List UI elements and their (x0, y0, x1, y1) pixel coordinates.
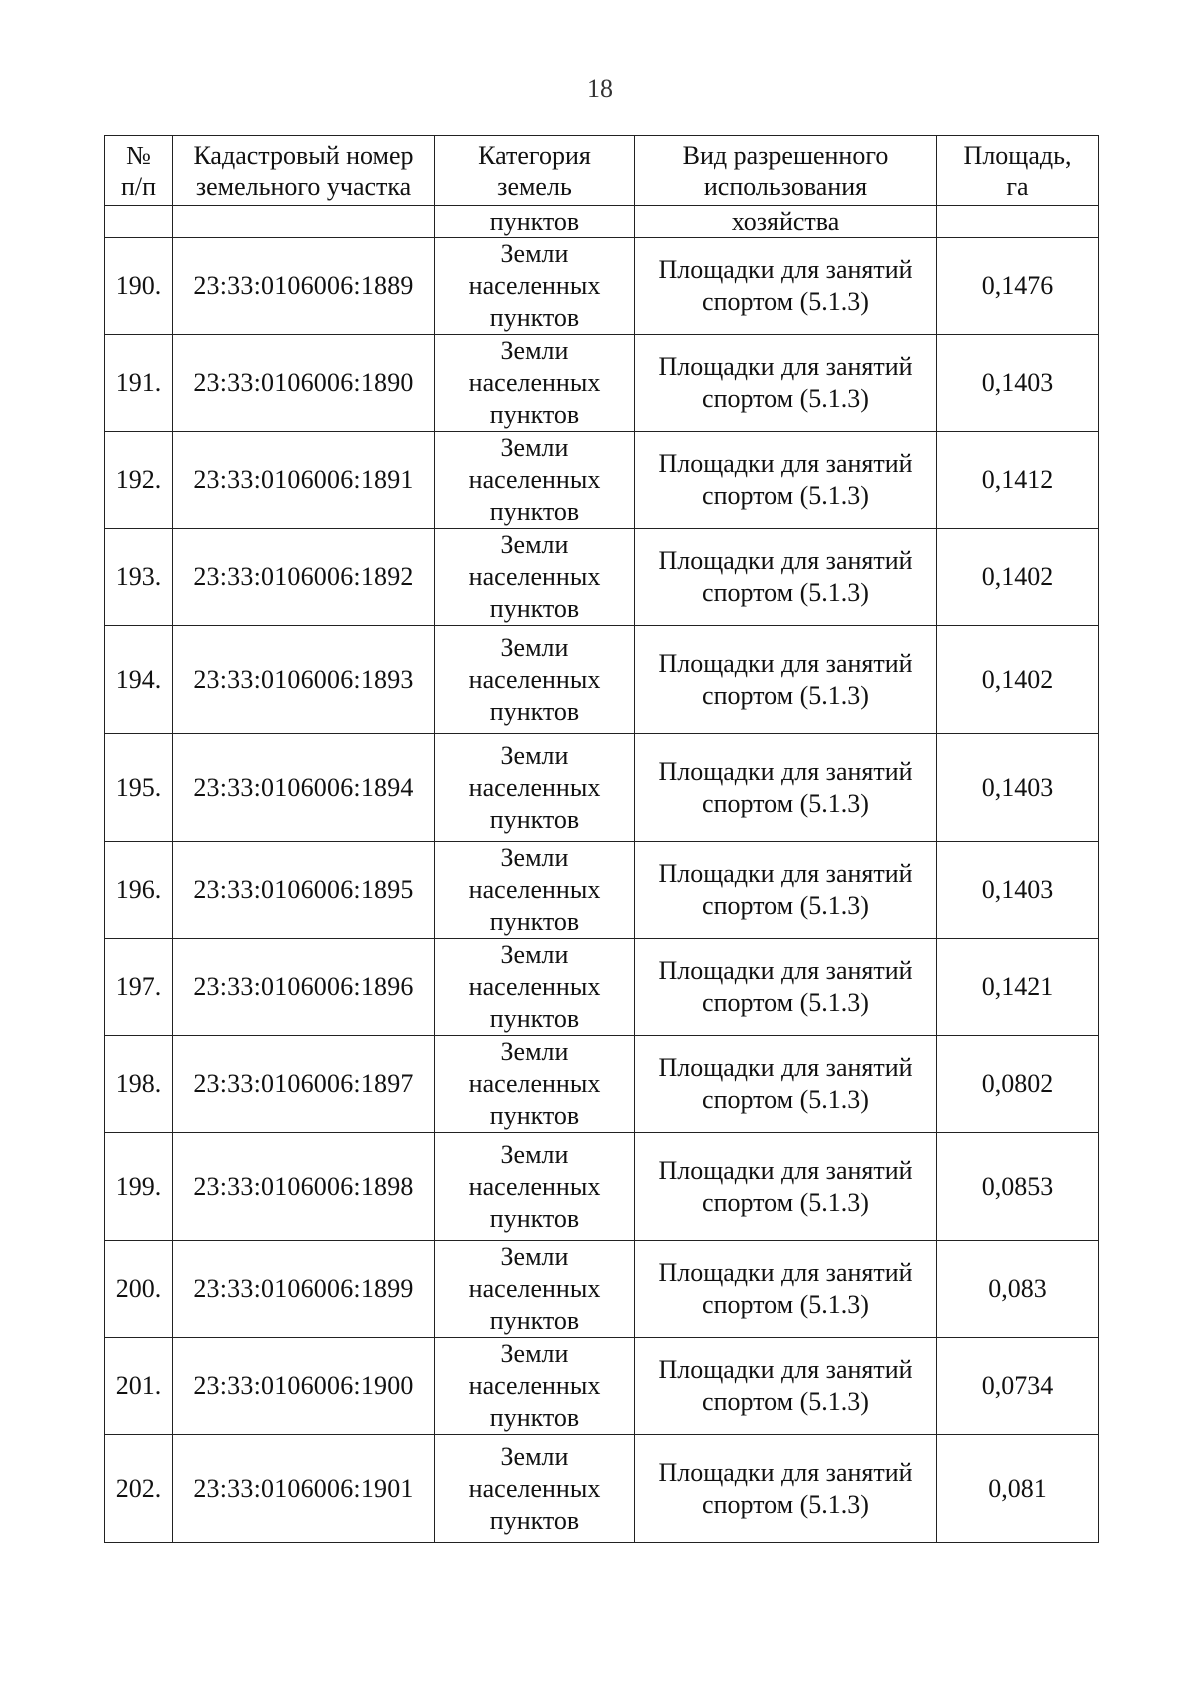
land-category-line: населенных (468, 368, 601, 397)
area-value: 0,1402 (937, 626, 1099, 734)
area-value: 0,1403 (937, 734, 1099, 842)
area-value: 0,1476 (937, 238, 1099, 335)
land-category-line: пунктов (489, 1505, 580, 1535)
row-number: 193. (105, 529, 173, 626)
row-number: 195. (105, 734, 173, 842)
land-category-line: пунктов (489, 804, 580, 834)
row-number: 197. (105, 939, 173, 1036)
permitted-use-line: Площадки для занятий (658, 1355, 913, 1384)
land-category-line: Земли (500, 336, 569, 365)
row-number: 190. (105, 238, 173, 335)
cadastral-number: 23:33:0106006:1895 (173, 842, 435, 939)
land-category-line: пунктов (489, 907, 580, 936)
table-row (105, 238, 1099, 335)
row-number: 196. (105, 842, 173, 939)
header-cadastral: Кадастровый номер земельного участка (173, 136, 435, 206)
header-area: Площадь, га (937, 136, 1099, 206)
land-category-line: Земли (500, 632, 569, 662)
permitted-use-line: Площадки для занятий (658, 255, 913, 284)
land-category-line: пунктов (489, 594, 580, 623)
land-category-line: пунктов (489, 303, 580, 332)
permitted-use-line: Площадки для занятий (658, 546, 913, 575)
table-row (105, 1036, 1099, 1133)
table-row (105, 1241, 1099, 1338)
land-category (435, 842, 635, 939)
permitted-use-line: спортом (5.1.3) (702, 1187, 869, 1217)
land-category-line: населенных (468, 1171, 601, 1201)
land-category-line: пунктов (489, 1203, 580, 1233)
permitted-use-line: спортом (5.1.3) (702, 788, 869, 818)
land-category-line: населенных (468, 1274, 601, 1303)
land-category-line: населенных (468, 271, 601, 300)
land-category (435, 1338, 635, 1435)
page-number: 18 (587, 74, 613, 103)
permitted-use-line: Площадки для занятий (658, 859, 913, 888)
land-category-line: населенных (468, 1069, 601, 1098)
land-category-line: населенных (468, 1473, 601, 1503)
table-body (105, 238, 1099, 1543)
permitted-use-line: спортом (5.1.3) (702, 578, 869, 607)
permitted-use (635, 1338, 937, 1435)
area-value: 0,1403 (937, 842, 1099, 939)
land-category (435, 238, 635, 335)
table-row (105, 529, 1099, 626)
cadastral-number: 23:33:0106006:1897 (173, 1036, 435, 1133)
permitted-use-line: Площадки для занятий (658, 648, 913, 678)
permitted-use-line: Площадки для занятий (658, 352, 913, 381)
cadastral-number: 23:33:0106006:1892 (173, 529, 435, 626)
row-number: 191. (105, 335, 173, 432)
permitted-use (635, 626, 937, 734)
area-value: 0,083 (937, 1241, 1099, 1338)
land-category (435, 1133, 635, 1241)
land-category-line: населенных (468, 1371, 601, 1400)
land-category-line: Земли (500, 740, 569, 770)
row-number: 202. (105, 1435, 173, 1543)
permitted-use-line: Площадки для занятий (658, 1155, 913, 1185)
permitted-use (635, 1133, 937, 1241)
permitted-use-line: Площадки для занятий (658, 1457, 913, 1487)
permitted-use (635, 1435, 937, 1543)
continuation-cadastral (173, 206, 435, 238)
cadastral-number: 23:33:0106006:1899 (173, 1241, 435, 1338)
land-category (435, 335, 635, 432)
table-row (105, 335, 1099, 432)
table-row (105, 734, 1099, 842)
table-row (105, 939, 1099, 1036)
area-value: 0,1402 (937, 529, 1099, 626)
land-category-line: населенных (468, 465, 601, 494)
table-row (105, 1435, 1099, 1543)
permitted-use (635, 335, 937, 432)
area-value: 0,081 (937, 1435, 1099, 1543)
permitted-use-line: спортом (5.1.3) (702, 680, 869, 710)
permitted-use-line: спортом (5.1.3) (702, 988, 869, 1017)
land-category-line: пунктов (489, 400, 580, 429)
permitted-use-line: Площадки для занятий (658, 1258, 913, 1287)
permitted-use-line: спортом (5.1.3) (702, 1387, 869, 1416)
cadastral-number: 23:33:0106006:1889 (173, 238, 435, 335)
continuation-use: хозяйства (635, 206, 937, 238)
land-category-line: Земли (500, 1441, 569, 1471)
area-value: 0,1412 (937, 432, 1099, 529)
header-num: № п/п (105, 136, 173, 206)
row-number: 199. (105, 1133, 173, 1241)
row-number: 200. (105, 1241, 173, 1338)
area-value: 0,1421 (937, 939, 1099, 1036)
land-category-line: пунктов (489, 1101, 580, 1130)
permitted-use-line: спортом (5.1.3) (702, 1085, 869, 1114)
table-row (105, 1338, 1099, 1435)
land-category-line: Земли (500, 530, 569, 559)
cadastral-number: 23:33:0106006:1891 (173, 432, 435, 529)
permitted-use-line: спортом (5.1.3) (702, 384, 869, 413)
land-category-line: пунктов (489, 1403, 580, 1432)
continuation-area (937, 206, 1099, 238)
permitted-use-line: спортом (5.1.3) (702, 287, 869, 316)
land-category-line: Земли (500, 239, 569, 268)
land-category (435, 1036, 635, 1133)
land-category (435, 626, 635, 734)
cadastral-number: 23:33:0106006:1901 (173, 1435, 435, 1543)
row-number: 201. (105, 1338, 173, 1435)
land-category (435, 1435, 635, 1543)
row-number: 192. (105, 432, 173, 529)
continuation-num (105, 206, 173, 238)
table-header-row (105, 136, 1099, 206)
permitted-use-line: Площадки для занятий (658, 956, 913, 985)
land-category-line: Земли (500, 1139, 569, 1169)
permitted-use (635, 842, 937, 939)
land-category-line: населенных (468, 875, 601, 904)
permitted-use (635, 238, 937, 335)
cadastral-number: 23:33:0106006:1898 (173, 1133, 435, 1241)
land-category-line: Земли (500, 1339, 569, 1368)
header-category: Категория земель (435, 136, 635, 206)
area-value: 0,1403 (937, 335, 1099, 432)
land-category-line: населенных (468, 562, 601, 591)
land-category (435, 432, 635, 529)
permitted-use-line: Площадки для занятий (658, 756, 913, 786)
land-category-line: населенных (468, 972, 601, 1001)
continuation-row (105, 206, 1099, 238)
permitted-use-line: Площадки для занятий (658, 1053, 913, 1082)
land-plots-table (104, 135, 1099, 1543)
table-row (105, 432, 1099, 529)
permitted-use (635, 432, 937, 529)
land-category-line: населенных (468, 664, 601, 694)
row-number: 194. (105, 626, 173, 734)
land-category (435, 529, 635, 626)
land-category (435, 1241, 635, 1338)
land-category-line: Земли (500, 843, 569, 872)
land-category-line: Земли (500, 940, 569, 969)
permitted-use-line: Площадки для занятий (658, 449, 913, 478)
permitted-use-line: спортом (5.1.3) (702, 1489, 869, 1519)
cadastral-number: 23:33:0106006:1894 (173, 734, 435, 842)
cadastral-number: 23:33:0106006:1890 (173, 335, 435, 432)
area-value: 0,0802 (937, 1036, 1099, 1133)
permitted-use-line: спортом (5.1.3) (702, 1290, 869, 1319)
land-category (435, 939, 635, 1036)
land-category-line: Земли (500, 1242, 569, 1271)
land-category-line: Земли (500, 1037, 569, 1066)
permitted-use (635, 1036, 937, 1133)
continuation-category: пунктов (435, 206, 635, 238)
cadastral-number: 23:33:0106006:1896 (173, 939, 435, 1036)
header-use: Вид разрешенного использования (635, 136, 937, 206)
cadastral-number: 23:33:0106006:1900 (173, 1338, 435, 1435)
permitted-use (635, 734, 937, 842)
land-category-line: пунктов (489, 1306, 580, 1335)
area-value: 0,0853 (937, 1133, 1099, 1241)
area-value: 0,0734 (937, 1338, 1099, 1435)
land-category-line: пунктов (489, 497, 580, 526)
table-row (105, 626, 1099, 734)
land-category-line: населенных (468, 772, 601, 802)
land-category (435, 734, 635, 842)
land-category-line: Земли (500, 433, 569, 462)
row-number: 198. (105, 1036, 173, 1133)
table-row (105, 1133, 1099, 1241)
land-category-line: пунктов (489, 696, 580, 726)
permitted-use (635, 1241, 937, 1338)
cadastral-number: 23:33:0106006:1893 (173, 626, 435, 734)
land-category-line: пунктов (489, 1004, 580, 1033)
permitted-use (635, 939, 937, 1036)
permitted-use (635, 529, 937, 626)
permitted-use-line: спортом (5.1.3) (702, 891, 869, 920)
permitted-use-line: спортом (5.1.3) (702, 481, 869, 510)
table-row (105, 842, 1099, 939)
